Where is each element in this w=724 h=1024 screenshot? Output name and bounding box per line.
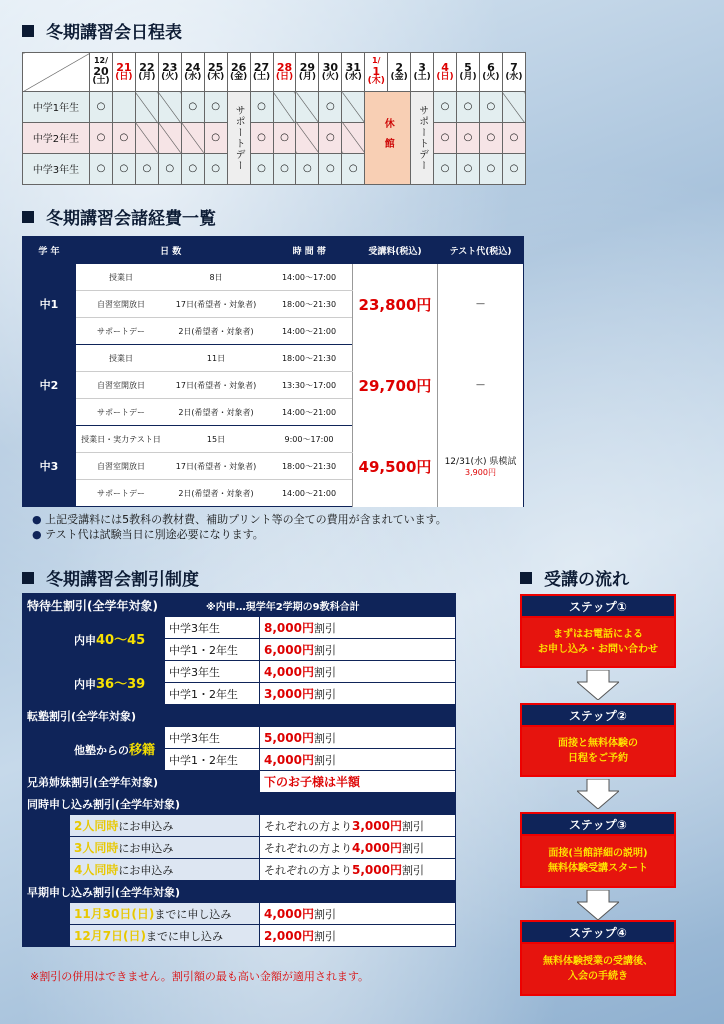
item-time: 18:00〜21:30 xyxy=(266,291,353,318)
class-day-cell: ○ xyxy=(502,122,525,153)
weekday: (土) xyxy=(252,72,271,83)
weekday: (土) xyxy=(92,76,110,87)
class-day-cell: ○ xyxy=(90,153,113,184)
class-day-cell: ○ xyxy=(204,153,227,184)
class-day-cell: ○ xyxy=(457,92,480,123)
class-day-cell: ○ xyxy=(181,92,204,123)
weekday: (水) xyxy=(344,72,362,83)
discount-row xyxy=(23,903,456,925)
weekday: (月) xyxy=(298,72,317,83)
schedule-row xyxy=(23,122,526,153)
grade-label: 中学1・2年生 xyxy=(165,749,260,771)
class-day-cell: ○ xyxy=(112,153,135,184)
kyodai-row xyxy=(23,771,456,793)
day-header xyxy=(227,53,250,92)
step-3-text: 面接(当館詳細の説明) 無料体験受講スタート xyxy=(520,834,676,888)
header-test: テスト代(税込) xyxy=(438,237,524,264)
day-header xyxy=(181,53,204,92)
wari-label: 割引 xyxy=(313,930,336,943)
day-number: 20 xyxy=(93,64,109,78)
class-day-cell: ○ xyxy=(204,92,227,123)
fees-header-row xyxy=(23,237,524,264)
day-number: 27 xyxy=(253,60,270,74)
item-name: 自習室開放日 xyxy=(76,453,167,480)
discount-row xyxy=(23,617,456,639)
wari-label: 割引 xyxy=(313,666,336,679)
day-number: 28 xyxy=(276,60,293,74)
item-name: 授業日 xyxy=(76,345,167,372)
header-fee: 受講料(税込) xyxy=(353,237,438,264)
step-2-label: ステップ② xyxy=(520,703,676,725)
fees-table xyxy=(22,236,524,507)
square-bullet-icon xyxy=(22,211,34,223)
weekday: (木) xyxy=(367,76,385,87)
weekday: (日) xyxy=(115,72,133,83)
wari-label: 割引 xyxy=(313,622,336,635)
step-4-label: ステップ④ xyxy=(520,920,676,942)
day-header xyxy=(502,53,525,92)
schedule-row xyxy=(23,153,526,184)
no-class-cell xyxy=(135,92,158,123)
day-number: 4 xyxy=(441,60,449,74)
item-time: 14:00〜21:00 xyxy=(266,480,353,507)
class-day-cell: ○ xyxy=(434,92,457,123)
class-day-cell: ○ xyxy=(457,122,480,153)
weekday: (日) xyxy=(275,72,294,83)
tokutai-label: 特待生割引(全学年対象) xyxy=(27,598,158,613)
tenjuku-row xyxy=(23,705,456,727)
doji-count: 2人同時 xyxy=(74,819,119,833)
item-days: 17日(希望者・対象者) xyxy=(166,372,266,399)
no-class-cell xyxy=(296,122,319,153)
doji-suffix: にお申込み xyxy=(118,842,174,855)
weekday: (火) xyxy=(482,72,500,83)
discount-row xyxy=(23,815,456,837)
day-number: 29 xyxy=(299,60,316,74)
item-name: サポートデー xyxy=(76,318,167,345)
no-class-cell xyxy=(342,92,365,123)
day-header xyxy=(457,53,480,92)
day-number: 22 xyxy=(139,60,155,74)
item-days: 11日 xyxy=(166,345,266,372)
fee-notes xyxy=(32,512,447,542)
class-day-cell: ○ xyxy=(250,153,273,184)
down-arrow-icon xyxy=(577,670,619,700)
discount-row xyxy=(23,837,456,859)
support-day-cell: サポートデー xyxy=(411,92,434,185)
early-row xyxy=(23,881,456,903)
item-time: 18:00〜21:30 xyxy=(266,345,353,372)
class-day-cell: ○ xyxy=(319,122,342,153)
discount-amount: 4,000円 xyxy=(352,841,402,855)
month-mark: 1/ xyxy=(371,56,381,66)
day-header xyxy=(365,53,388,92)
discount-amount: 3,000円 xyxy=(264,687,314,701)
weekday: (月) xyxy=(459,72,477,83)
kyodai-label: 兄弟姉妹割引(全学年対象) xyxy=(23,771,260,793)
test-fee xyxy=(438,345,524,426)
item-name: 自習室開放日 xyxy=(76,372,167,399)
class-day-cell: ○ xyxy=(434,153,457,184)
test-main: — xyxy=(476,380,485,390)
fee-row xyxy=(23,264,524,291)
discount-amount: 4,000円 xyxy=(264,665,314,679)
day-header xyxy=(158,53,181,92)
weekday: (日) xyxy=(436,72,454,83)
class-day-cell: ○ xyxy=(502,153,525,184)
test-fee xyxy=(438,426,524,507)
item-time: 14:00〜21:00 xyxy=(266,399,353,426)
doji-suffix: にお申込み xyxy=(118,820,174,833)
schedule-table xyxy=(22,52,526,185)
wari-label: 割引 xyxy=(313,754,336,767)
day-number: 5 xyxy=(464,60,472,74)
test-fee xyxy=(438,264,524,345)
early-label: 早期申し込み割引(全学年対象) xyxy=(23,881,456,903)
day-number: 26 xyxy=(230,60,247,74)
step-1-text: まずはお電話による お申し込み・お問い合わせ xyxy=(520,616,676,668)
corner-cell xyxy=(23,53,90,92)
tenjuku-em: 移籍 xyxy=(129,743,156,758)
discount-amount: 4,000円 xyxy=(264,753,314,767)
class-day-cell: ○ xyxy=(319,153,342,184)
class-day-cell: ○ xyxy=(273,122,296,153)
item-days: 2日(希望者・対象者) xyxy=(166,480,266,507)
class-day-cell: ○ xyxy=(250,92,273,123)
class-day-cell: ○ xyxy=(479,122,502,153)
item-days: 17日(希望者・対象者) xyxy=(166,453,266,480)
grade-cell: 中3 xyxy=(23,426,76,507)
support-day-cell: サポートデー xyxy=(227,92,250,185)
grade-cell: 中1 xyxy=(23,264,76,345)
discount-amount: 2,000円 xyxy=(264,929,314,943)
discount-amount: 8,000円 xyxy=(264,621,314,635)
wari-label: 割引 xyxy=(313,732,336,745)
fee-note: ● テスト代は試験当日に別途必要になります。 xyxy=(32,527,447,542)
square-bullet-icon xyxy=(22,25,34,37)
day-number: 31 xyxy=(345,60,361,74)
class-day-cell: ○ xyxy=(90,92,113,123)
discount-heading: 冬期講習会割引制度 xyxy=(22,565,199,590)
test-sub: 3,900円 xyxy=(465,468,496,477)
wari-label: 割引 xyxy=(313,908,336,921)
step-3-label: ステップ③ xyxy=(520,812,676,834)
item-name: 授業日・実力テスト日 xyxy=(76,426,167,453)
flow-heading: 受講の流れ xyxy=(520,565,629,590)
doji-count: 3人同時 xyxy=(74,841,119,855)
wari-label: 割引 xyxy=(401,820,424,833)
schedule-row xyxy=(23,92,526,123)
tokutai-row xyxy=(23,594,456,617)
down-arrow-icon xyxy=(577,890,619,920)
no-class-cell xyxy=(158,92,181,123)
day-number: 3 xyxy=(418,60,426,74)
no-class-cell xyxy=(158,122,181,153)
class-day-cell: ○ xyxy=(319,92,342,123)
class-day-cell: ○ xyxy=(112,122,135,153)
kyodai-value: 下のお子様は半額 xyxy=(264,775,361,789)
grade-label: 中学3年生 xyxy=(165,727,260,749)
item-days: 2日(希望者・対象者) xyxy=(166,399,266,426)
step-4-text: 無料体験授業の受講後、 入会の手続き xyxy=(520,942,676,996)
day-number: 30 xyxy=(322,60,338,74)
grade-label: 中学1・2年生 xyxy=(165,639,260,661)
weekday: (火) xyxy=(321,72,339,83)
day-number: 23 xyxy=(162,60,178,74)
early-suffix: までに申し込み xyxy=(154,908,232,921)
wari-label: 割引 xyxy=(313,644,336,657)
header-grade: 学 年 xyxy=(23,237,76,264)
wari-label: 割引 xyxy=(401,842,424,855)
doji-suffix: にお申込み xyxy=(118,864,174,877)
class-day-cell: ○ xyxy=(479,153,502,184)
schedule-header-row xyxy=(23,53,526,92)
fee-row xyxy=(23,426,524,453)
doji-count: 4人同時 xyxy=(74,863,119,877)
weekday: (月) xyxy=(138,72,156,83)
fee-amount: 29,700円 xyxy=(353,345,438,426)
grade-label: 中学3年生 xyxy=(165,661,260,683)
class-day-cell: ○ xyxy=(204,122,227,153)
discount-amount: 5,000円 xyxy=(264,731,314,745)
doji-each: それぞれの方より xyxy=(264,842,352,855)
schedule-heading: 冬期講習会日程表 xyxy=(22,18,182,43)
weekday: (水) xyxy=(505,72,523,83)
no-class-cell xyxy=(296,92,319,123)
grade-label: 中学3年生 xyxy=(23,153,90,184)
class-day-cell: ○ xyxy=(135,153,158,184)
day-header xyxy=(342,53,365,92)
fee-row xyxy=(23,345,524,372)
weekday: (金) xyxy=(390,72,408,83)
item-time: 18:00〜21:30 xyxy=(266,453,353,480)
discount-row xyxy=(23,661,456,683)
day-header xyxy=(434,53,457,92)
item-name: 授業日 xyxy=(76,264,167,291)
test-main: 12/31(水) 県模試 xyxy=(444,457,517,467)
grade-label: 中学2年生 xyxy=(23,122,90,153)
item-time: 9:00〜17:00 xyxy=(266,426,353,453)
item-days: 15日 xyxy=(166,426,266,453)
item-time: 14:00〜17:00 xyxy=(266,264,353,291)
fee-amount: 49,500円 xyxy=(353,426,438,507)
item-name: サポートデー xyxy=(76,399,167,426)
weekday: (木) xyxy=(207,72,225,83)
doji-each: それぞれの方より xyxy=(264,820,352,833)
early-date: 12月7日(日) xyxy=(74,929,147,943)
day-header xyxy=(319,53,342,92)
fee-amount: 23,800円 xyxy=(353,264,438,345)
no-class-cell xyxy=(135,122,158,153)
tenjuku-label: 転塾割引(全学年対象) xyxy=(23,705,165,727)
tenjuku-prefix: 他塾からの xyxy=(74,744,129,757)
weekday: (金) xyxy=(229,72,248,83)
grade-cell: 中2 xyxy=(23,345,76,426)
step-2-text: 面接と無料体験の 日程をご予約 xyxy=(520,725,676,777)
header-time: 時 間 帯 xyxy=(266,237,353,264)
no-class-cell xyxy=(342,122,365,153)
class-day-cell: ○ xyxy=(342,153,365,184)
day-number: 2 xyxy=(395,60,403,74)
discount-amount: 3,000円 xyxy=(352,819,402,833)
grade-label: 中学3年生 xyxy=(165,617,260,639)
step-1-label: ステップ① xyxy=(520,594,676,616)
down-arrow-icon xyxy=(577,779,619,809)
item-days: 8日 xyxy=(166,264,266,291)
naishin-prefix: 内申 xyxy=(74,678,96,691)
class-day-cell: ○ xyxy=(296,153,319,184)
naishin-prefix: 内申 xyxy=(74,634,96,647)
day-header xyxy=(388,53,411,92)
month-mark: 12/ xyxy=(93,56,108,66)
no-class-cell xyxy=(273,92,296,123)
weekday: (土) xyxy=(413,72,431,83)
closed-cell: 休館 xyxy=(365,92,411,185)
doji-each: それぞれの方より xyxy=(264,864,352,877)
naishin-range: 40〜45 xyxy=(96,633,146,648)
tokutai-note: ※内申…現学年2学期の9教科合計 xyxy=(206,601,360,613)
item-name: サポートデー xyxy=(76,480,167,507)
day-number: 25 xyxy=(208,60,224,74)
doji-row xyxy=(23,793,456,815)
wari-label: 割引 xyxy=(313,688,336,701)
day-header xyxy=(250,53,273,92)
day-number: 1 xyxy=(372,64,381,78)
day-header xyxy=(135,53,158,92)
header-days: 日 数 xyxy=(76,237,267,264)
square-bullet-icon xyxy=(520,572,532,584)
doji-label: 同時申し込み割引(全学年対象) xyxy=(23,793,456,815)
class-day-cell: ○ xyxy=(250,122,273,153)
early-suffix: までに申し込み xyxy=(146,930,224,943)
wari-label: 割引 xyxy=(401,864,424,877)
weekday: (水) xyxy=(184,72,202,83)
day-number: 24 xyxy=(185,60,201,74)
day-header xyxy=(296,53,319,92)
weekday: (火) xyxy=(161,72,179,83)
class-day-cell: ○ xyxy=(479,92,502,123)
day-header xyxy=(479,53,502,92)
day-number: 7 xyxy=(510,60,518,74)
square-bullet-icon xyxy=(22,572,34,584)
class-day-cell: ○ xyxy=(158,153,181,184)
test-main: — xyxy=(476,299,485,310)
day-header xyxy=(204,53,227,92)
item-time: 13:30〜17:00 xyxy=(266,372,353,399)
item-days: 2日(希望者・対象者) xyxy=(166,318,266,345)
fees-heading: 冬期講習会諸経費一覧 xyxy=(22,204,216,229)
no-class-cell xyxy=(502,92,525,123)
item-days: 17日(希望者・対象者) xyxy=(166,291,266,318)
day-number: 21 xyxy=(116,60,132,74)
discount-amount: 6,000円 xyxy=(264,643,314,657)
class-day-cell xyxy=(112,92,135,123)
day-number: 6 xyxy=(487,60,495,74)
discount-row xyxy=(23,925,456,947)
class-day-cell: ○ xyxy=(457,153,480,184)
class-day-cell: ○ xyxy=(434,122,457,153)
discount-table xyxy=(22,593,456,947)
class-day-cell: ○ xyxy=(90,122,113,153)
no-class-cell xyxy=(181,122,204,153)
class-day-cell: ○ xyxy=(181,153,204,184)
discount-row xyxy=(23,859,456,881)
day-header xyxy=(273,53,296,92)
naishin-range: 36〜39 xyxy=(96,677,146,692)
item-name: 自習室開放日 xyxy=(76,291,167,318)
day-header xyxy=(112,53,135,92)
day-header xyxy=(90,53,113,92)
discount-amount: 5,000円 xyxy=(352,863,402,877)
grade-label: 中学1・2年生 xyxy=(165,683,260,705)
item-time: 14:00〜21:00 xyxy=(266,318,353,345)
day-header xyxy=(411,53,434,92)
discount-row xyxy=(23,727,456,749)
discount-amount: 4,000円 xyxy=(264,907,314,921)
early-date: 11月30日(日) xyxy=(74,907,155,921)
fee-note: ● 上記受講料には5教科の教材費、補助プリント等の全ての費用が含まれています。 xyxy=(32,512,447,527)
discount-footnote: ※割引の併用はできません。割引額の最も高い金額が適用されます。 xyxy=(30,970,369,983)
grade-label: 中学1年生 xyxy=(23,92,90,123)
class-day-cell: ○ xyxy=(273,153,296,184)
